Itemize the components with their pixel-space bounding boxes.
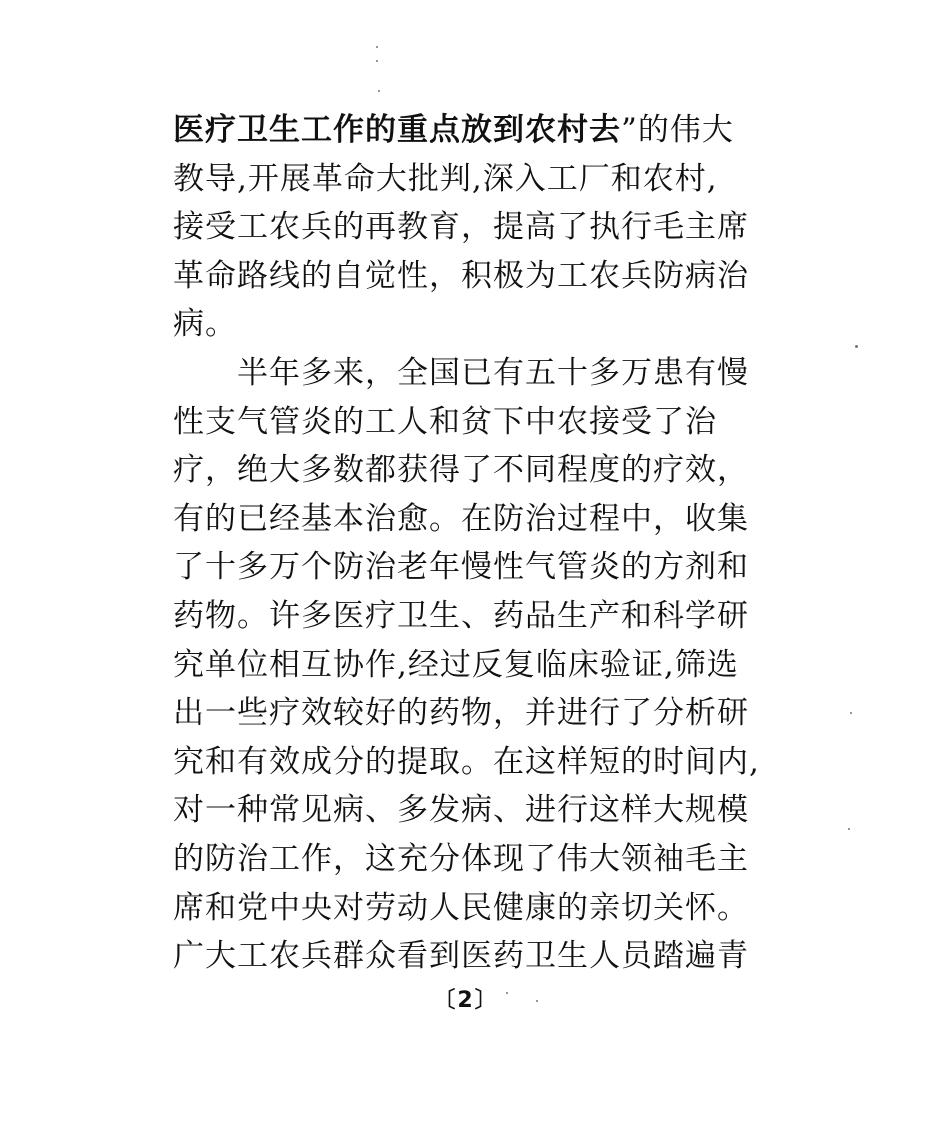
line-text: 性支气管炎的工人和贫下中农接受了治 [173,403,717,440]
text-line-14 [173,738,773,787]
text-line-15 [173,786,773,835]
line-text: 席和党中央对劳动人民健康的亲切关怀。 [173,889,749,926]
text-line-11 [173,592,773,641]
line-text: 究和有效成分的提取。在这样短的时间内, [173,743,760,780]
text-line-3 [173,203,773,252]
text-line-12 [173,641,773,690]
page-number: 〔2〕 [433,988,499,1013]
line-text: 病。 [173,306,237,343]
text-line-8 [173,446,773,495]
line-text: 革命路线的自觉性，积极为工农兵防病治 [173,257,749,294]
text-line-5 [173,300,773,349]
line-text: 了十多万个防治老年慢性气管炎的方剂和 [173,549,749,586]
text-line-16 [173,835,773,884]
line-text: 究单位相互协作,经过反复临床验证,筛选 [173,646,739,683]
scan-speck [536,1000,538,1002]
text-line-6 [173,349,773,398]
line-text: 的防治工作，这充分体现了伟大领袖毛主 [173,840,749,877]
text-line-17 [173,884,773,933]
line-text: ”的伟大 [621,112,734,148]
line-text: 半年多来，全国已有五十多万患有慢 [173,354,749,391]
scan-speck [376,46,378,48]
text-line-10 [173,543,773,592]
scan-speck [376,60,378,62]
text-line-9 [173,495,773,544]
line-text: 对一种常见病、多发病、进行这样大规模 [173,792,749,829]
text-line-7 [173,398,773,447]
text-line-18 [173,932,773,981]
line-text: 药物。许多医疗卫生、药品生产和科学研 [173,597,749,634]
line-text: 广大工农兵群众看到医药卫生人员踏遍青 [173,938,749,975]
line-text: 教导,开展革命大批判,深入工厂和农村, [173,160,718,197]
scan-speck [850,712,852,714]
scan-speck [848,828,850,830]
line-text: 接受工农兵的再教育，提高了执行毛主席 [173,209,749,246]
scan-speck [855,345,858,348]
scan-speck [506,992,508,994]
line-text: 出一些疗效较好的药物，并进行了分析研 [173,695,749,732]
bold-quote: 医疗卫生工作的重点放到农村去 [173,112,621,148]
line-text: 有的已经基本治愈。在防治过程中，收集 [173,500,749,537]
scan-speck [378,90,380,92]
body-text [173,106,773,981]
line-text: 疗，绝大多数都获得了不同程度的疗效， [173,452,749,489]
text-line-2 [173,155,773,204]
text-line-13 [173,689,773,738]
text-line-4 [173,252,773,301]
text-line-1 [173,106,773,155]
